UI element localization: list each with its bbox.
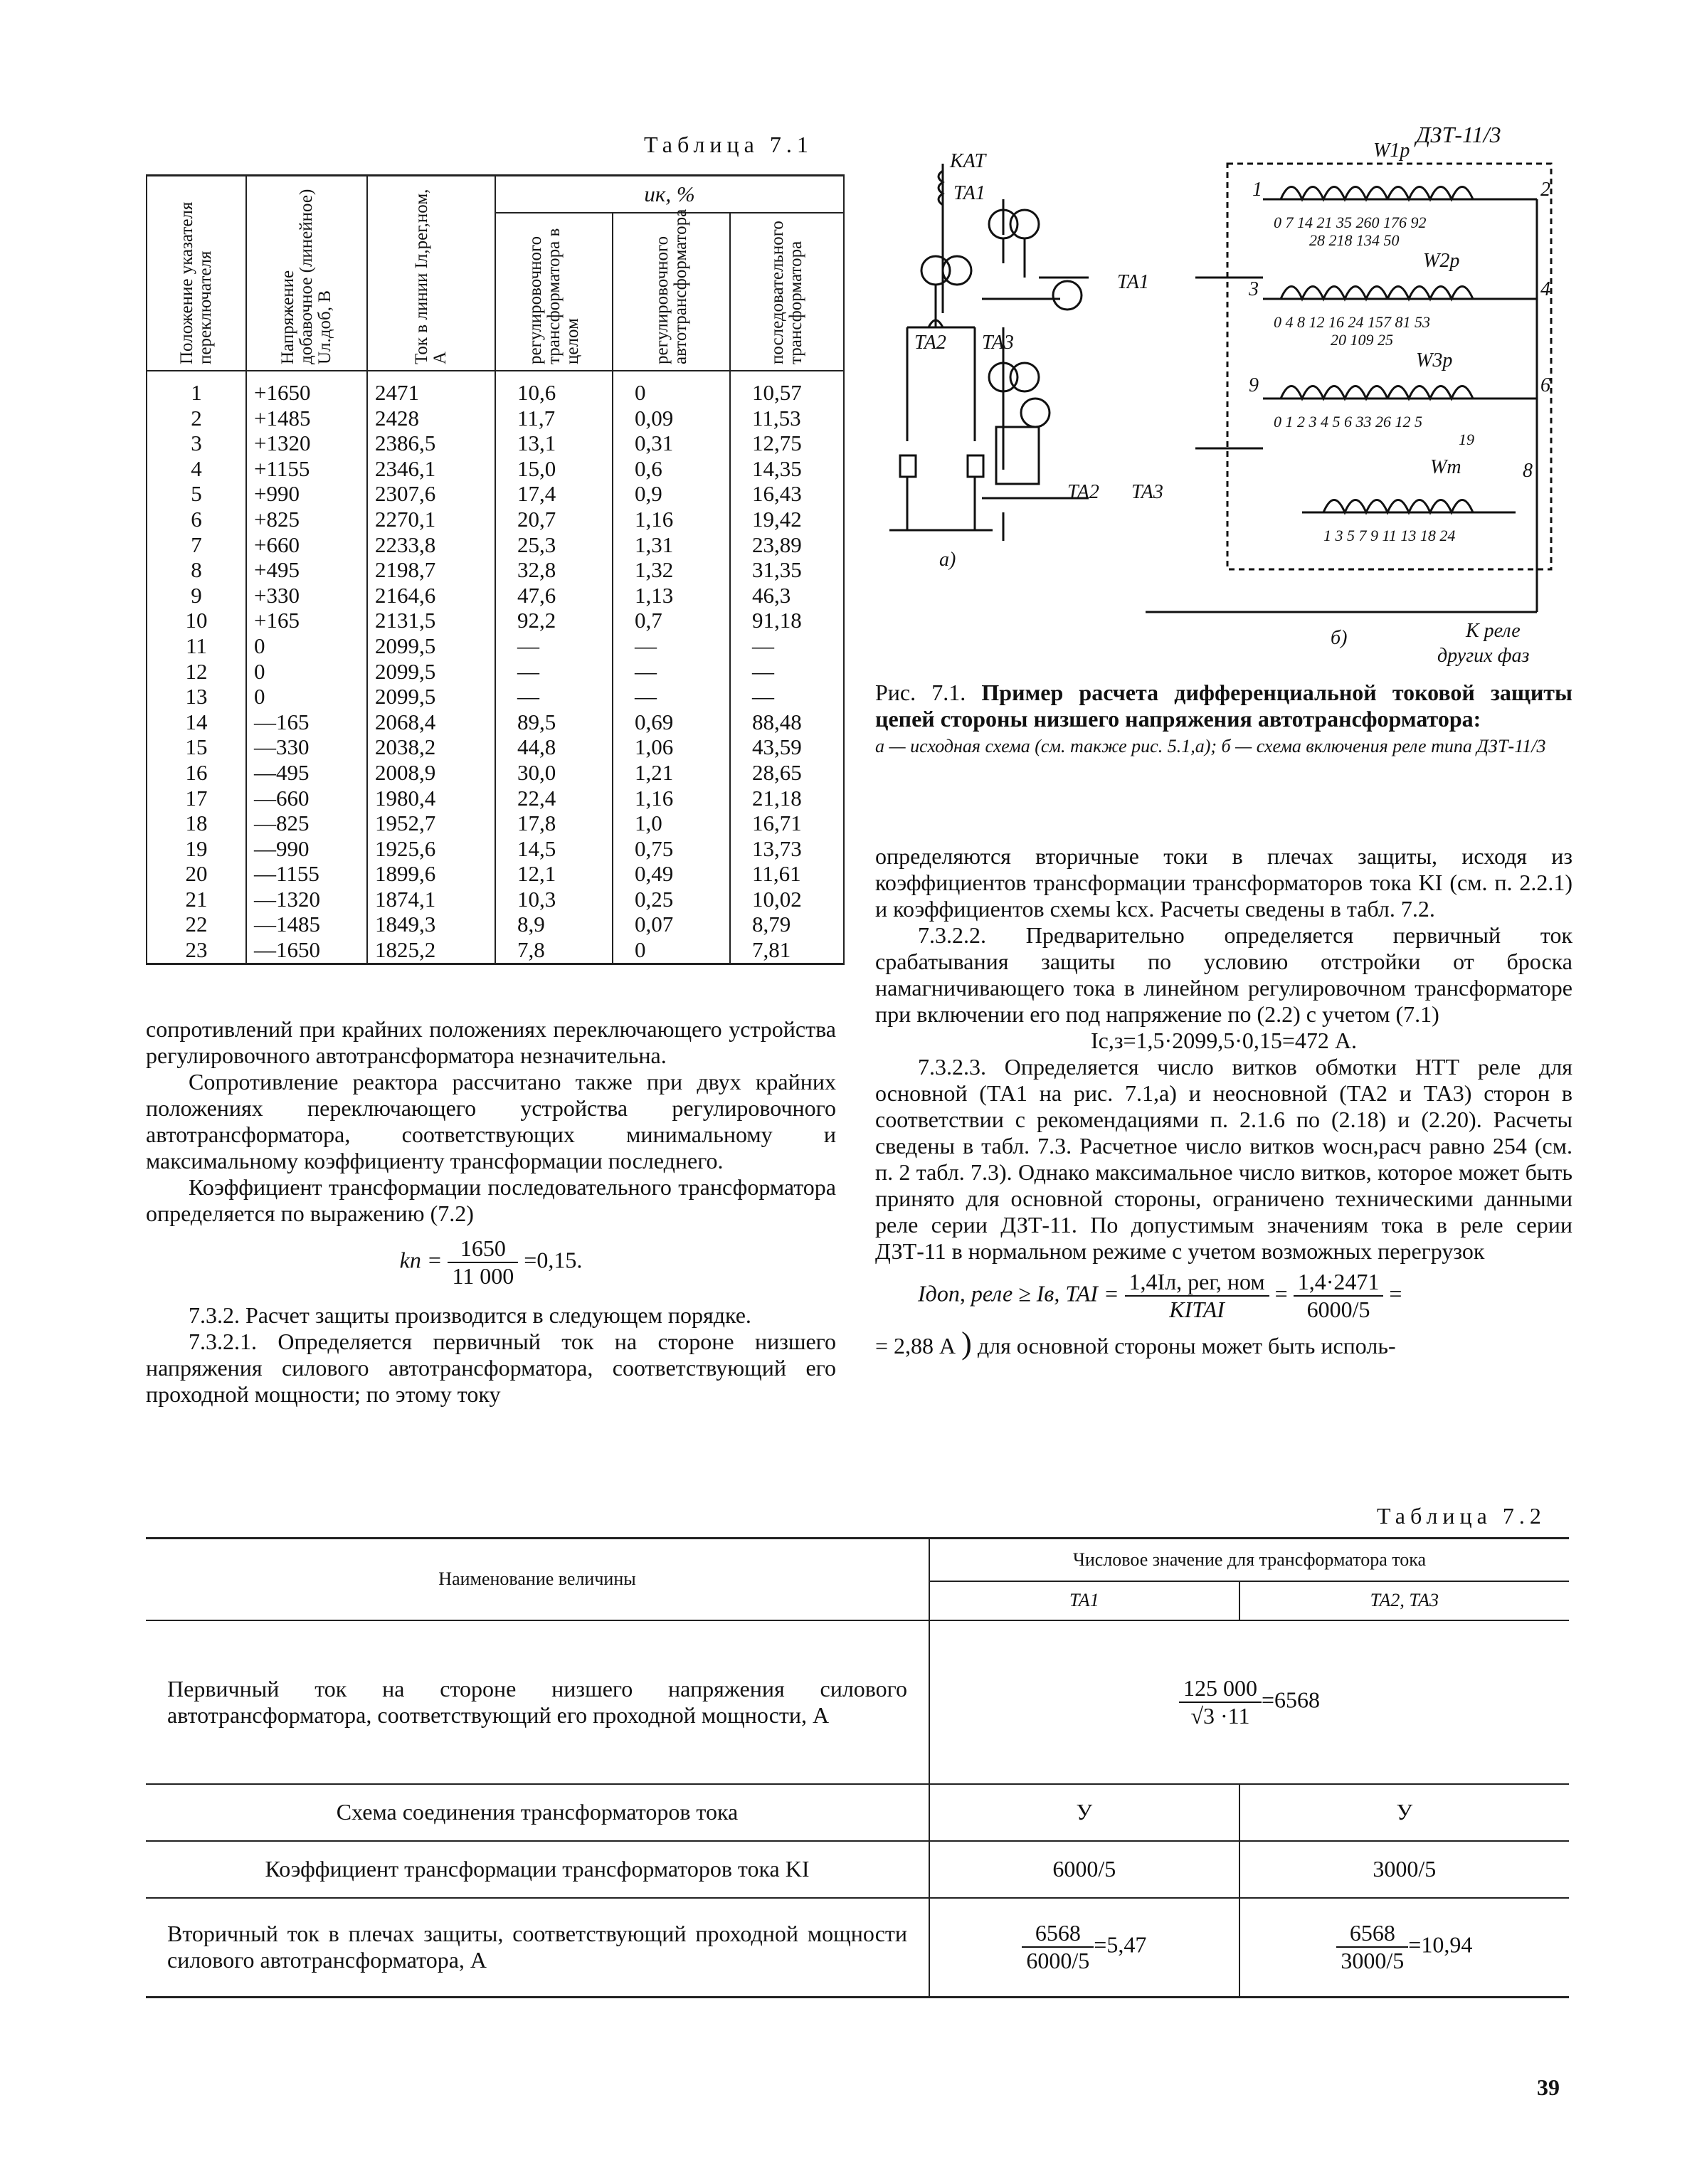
svg-text:ТА1: ТА1	[1117, 271, 1149, 293]
table-cell: 1,06	[613, 734, 730, 760]
table-cell: —	[730, 659, 844, 685]
table-cell: 0,7	[613, 608, 730, 633]
svg-text:ТА2: ТА2	[914, 332, 946, 354]
svg-text:ТА1: ТА1	[953, 182, 985, 204]
table-cell: 2	[147, 406, 246, 431]
table-cell: 91,18	[730, 608, 844, 633]
table-cell: 88,48	[730, 709, 844, 735]
table-row	[147, 937, 844, 964]
left-paragraph: Коэффициент трансформации последовательного трансформатора определяется по выражению (7.2)	[146, 1174, 836, 1226]
winding-w1p	[1281, 187, 1387, 200]
table-cell: +990	[246, 481, 367, 507]
table-cell: 0,25	[613, 887, 730, 912]
winding-wt	[1323, 500, 1473, 513]
table-cell: 12,1	[495, 861, 613, 887]
figure-7-1	[875, 114, 1572, 683]
table-cell: 2307,6	[367, 481, 495, 507]
table-cell: 0,49	[613, 861, 730, 887]
table71-caption: Таблица 7.1	[644, 132, 813, 157]
table-cell: 10,3	[495, 887, 613, 912]
table-cell: 89,5	[495, 709, 613, 735]
table-cell: 25,3	[495, 532, 613, 558]
table-cell: —990	[246, 836, 367, 862]
table-row	[147, 431, 844, 456]
table-cell: —	[495, 684, 613, 709]
table-cell: —825	[246, 811, 367, 836]
table-cell: 0,07	[613, 912, 730, 937]
table-cell: 10,02	[730, 887, 844, 912]
table-cell: —1650	[246, 937, 367, 964]
svg-text:2: 2	[1540, 179, 1550, 201]
table-row	[147, 456, 844, 482]
svg-text:28 218 134 50: 28 218 134 50	[1309, 231, 1400, 249]
table-cell: 1825,2	[367, 937, 495, 964]
table-cell: 11,7	[495, 406, 613, 431]
table-cell: 23,89	[730, 532, 844, 558]
table-cell: 0	[613, 371, 730, 406]
table-cell: 17,4	[495, 481, 613, 507]
svg-text:0 7 14 21 35 260 176 92: 0 7 14 21 35 260 176 92	[1274, 213, 1427, 231]
table-cell: +165	[246, 608, 367, 633]
table-cell: 11	[147, 633, 246, 659]
table-cell: 1899,6	[367, 861, 495, 887]
table-cell: 17,8	[495, 811, 613, 836]
table-row	[147, 734, 844, 760]
table72-header-value: Числовое значение для трансформатора тока	[929, 1539, 1569, 1581]
table-cell: 16,43	[730, 481, 844, 507]
table-cell: 2270,1	[367, 507, 495, 532]
table-row	[147, 786, 844, 811]
table-row	[147, 371, 844, 406]
table71-header: регулировочного автотрансформатора	[613, 213, 730, 371]
table-cell: 1874,1	[367, 887, 495, 912]
svg-text:а): а)	[939, 549, 956, 571]
table-cell: —	[730, 633, 844, 659]
table-cell: +495	[246, 557, 367, 583]
table-cell: +1155	[246, 456, 367, 482]
formula-idop: Iдоп, реле ≥ Iв, TAI = $\frac{\text{1,4Iл, рег, ном}}{\text{KITAI}}$ = $\frac{1,4\cdot 2471}{6000/5}$ =	[918, 1269, 1402, 1322]
table-cell: 2038,2	[367, 734, 495, 760]
table-cell: 1,21	[613, 760, 730, 786]
table-cell: 22	[147, 912, 246, 937]
table-cell: 9	[147, 583, 246, 608]
table-cell: 30,0	[495, 760, 613, 786]
table-cell: 1,16	[613, 786, 730, 811]
table-cell: 10,57	[730, 371, 844, 406]
table-cell: —	[613, 684, 730, 709]
table-cell: +330	[246, 583, 367, 608]
table-row	[147, 861, 844, 887]
table-row: Коэффициент трансформации трансформаторов тока KI 6000/5 3000/5	[146, 1841, 1569, 1898]
table72-header-name: Наименование величины	[146, 1539, 929, 1620]
table71-header: Положение указателя переключателя	[147, 176, 246, 371]
table-cell: 10,6	[495, 371, 613, 406]
table-row: Схема соединения трансформаторов тока У У	[146, 1784, 1569, 1841]
left-paragraph: 7.3.2.1. Определяется первичный ток на стороне низшего напряжения силового автотрансформатора, соответствующий его проходной мощности; по этому току	[146, 1329, 836, 1407]
table-cell: 31,35	[730, 557, 844, 583]
svg-text:1 3 5 7 9 11 13 18 24: 1 3 5 7 9 11 13 18 24	[1323, 527, 1456, 544]
table-cell: 1,13	[613, 583, 730, 608]
table71	[146, 174, 836, 965]
table-cell: —660	[246, 786, 367, 811]
svg-text:19: 19	[1459, 431, 1474, 448]
table-cell: 8,79	[730, 912, 844, 937]
svg-text:ТА3: ТА3	[1131, 481, 1163, 503]
formula-kp: kп = $\frac{1650}{11 000}$ =0,15.	[399, 1235, 583, 1289]
table-cell: 12	[147, 659, 246, 685]
svg-text:3: 3	[1249, 278, 1259, 300]
right-paragraph: 7.3.2.3. Определяется число витков обмотки НТТ реле для основной (ТА1 на рис. 7.1,а) и неосновной (ТА2 и ТА3) сторон в соответствии с рекомендациями п. 2.1.6 по (2.18) и (2.20). Расчеты сведены в табл. 7.3. Расчетное число витков wосн,расч равно 254 (см. п. 2 табл. 7.3). Однако максимальное число витков, которое может быть принято для основной стороны, ограничено техническими данными реле серии ДЗТ-11. По допустимым значениям тока в реле серии ДЗТ-11 в нормальном режиме с учетом возможных перегрузок	[875, 1054, 1572, 1264]
table-cell: 21,18	[730, 786, 844, 811]
table-cell: 44,8	[495, 734, 613, 760]
table-row	[147, 481, 844, 507]
table-cell: 8	[147, 557, 246, 583]
table-cell: —	[613, 633, 730, 659]
table72-header-ta23: ТА2, ТА3	[1239, 1581, 1569, 1620]
table-cell: 10	[147, 608, 246, 633]
table-cell: 16	[147, 760, 246, 786]
table-cell: 21	[147, 887, 246, 912]
table-cell: +660	[246, 532, 367, 558]
table-cell: 8,9	[495, 912, 613, 937]
svg-text:б): б)	[1331, 627, 1348, 649]
table71-uk-header: uк, %	[495, 176, 844, 213]
table-cell: 2131,5	[367, 608, 495, 633]
winding-w3p	[1281, 386, 1387, 399]
table-cell: 19	[147, 836, 246, 862]
svg-text:8: 8	[1523, 460, 1533, 482]
table-cell: —	[613, 659, 730, 685]
table-cell: —	[495, 659, 613, 685]
table72-caption: Таблица 7.2	[1377, 1503, 1546, 1529]
table-cell: —1485	[246, 912, 367, 937]
table-cell: 3	[147, 431, 246, 456]
figure-title: ДЗТ-11/3	[1416, 122, 1501, 147]
equation-icz: Iс,з=1,5·2099,5·0,15=472 А.	[1090, 1028, 1357, 1053]
table-cell: 46,3	[730, 583, 844, 608]
table-cell: 13,73	[730, 836, 844, 862]
table-cell: +1320	[246, 431, 367, 456]
table71-header: регулировочного трансформатора в целом	[495, 213, 613, 371]
svg-text:Wт: Wт	[1430, 456, 1461, 478]
table-cell: 47,6	[495, 583, 613, 608]
table-cell: —	[730, 684, 844, 709]
table-cell: 2099,5	[367, 659, 495, 685]
table-row	[147, 760, 844, 786]
table-cell: 4	[147, 456, 246, 482]
table71-header: последовательного трансформатора	[730, 213, 844, 371]
table-cell: 11,61	[730, 861, 844, 887]
right-paragraph: 7.3.2.2. Предварительно определяется первичный ток срабатывания защиты по условию отстройки от броска намагничивающего тока в линейном регулировочном трансформаторе при включении его под напряжение по (2.2) с учетом (7.1)	[875, 922, 1572, 1027]
table-cell: 1,32	[613, 557, 730, 583]
table-cell: 0	[246, 633, 367, 659]
table-cell: 17	[147, 786, 246, 811]
table-cell: 0	[246, 659, 367, 685]
right-paragraph: определяются вторичные токи в плечах защиты, исходя из коэффициентов трансформации трансформаторов тока KI (см. п. 2.2.1) и коэффициентов схемы kсх. Расчеты сведены в табл. 7.2.	[875, 843, 1572, 922]
svg-text:W3р: W3р	[1416, 349, 1453, 371]
table-cell: 2008,9	[367, 760, 495, 786]
table-cell: 43,59	[730, 734, 844, 760]
svg-text:ТА2: ТА2	[1067, 481, 1099, 503]
table-cell: +825	[246, 507, 367, 532]
table-row	[147, 811, 844, 836]
table-cell: 14,5	[495, 836, 613, 862]
table-cell: —330	[246, 734, 367, 760]
table-row	[147, 507, 844, 532]
table-cell: 19,42	[730, 507, 844, 532]
table-cell: —1320	[246, 887, 367, 912]
table-cell: 23	[147, 937, 246, 964]
svg-text:1: 1	[1252, 179, 1262, 201]
table-cell: 0,6	[613, 456, 730, 482]
svg-text:9: 9	[1249, 374, 1259, 396]
table-cell: 2386,5	[367, 431, 495, 456]
left-paragraph: Сопротивление реактора рассчитано также при двух крайних положениях переключающего устройства регулировочного автотрансформатора, соответствующих минимальному и максимальному коэффициенту трансформации последнего.	[146, 1069, 836, 1173]
svg-text:W1р: W1р	[1373, 139, 1410, 162]
table-cell: 18	[147, 811, 246, 836]
table-cell: 1	[147, 371, 246, 406]
table-cell: 15,0	[495, 456, 613, 482]
table-row: Первичный ток на стороне низшего напряжения силового автотрансформатора, соответствующий его проходной мощности, А $\frac{125 000}{√3 \cdot 11}$ =6568	[146, 1620, 1569, 1784]
table72-header-ta1: ТА1	[929, 1581, 1239, 1620]
table-cell: 1,0	[613, 811, 730, 836]
table-cell: 0,69	[613, 709, 730, 735]
table-cell: 13,1	[495, 431, 613, 456]
table-cell: 2099,5	[367, 684, 495, 709]
svg-text:20 109 25: 20 109 25	[1331, 331, 1393, 349]
svg-text:других фаз: других фаз	[1437, 645, 1530, 667]
table-cell: 11,53	[730, 406, 844, 431]
table72	[146, 1537, 1569, 1998]
svg-text:6: 6	[1540, 374, 1550, 396]
table-cell: 20,7	[495, 507, 613, 532]
table-row	[147, 709, 844, 735]
table-row	[147, 836, 844, 862]
table-cell: 32,8	[495, 557, 613, 583]
table-cell: —	[495, 633, 613, 659]
table-cell: 15	[147, 734, 246, 760]
table-cell: +1650	[246, 371, 367, 406]
table-cell: 0	[613, 937, 730, 964]
table-cell: 0,9	[613, 481, 730, 507]
svg-text:ТА3: ТА3	[982, 332, 1014, 354]
table71-header: Ток в линии Iл,рег,ном, А	[367, 176, 495, 371]
table-row	[147, 887, 844, 912]
table-cell: 0,31	[613, 431, 730, 456]
winding-w2p	[1281, 287, 1387, 300]
table-cell: 2233,8	[367, 532, 495, 558]
svg-text:W2р: W2р	[1423, 250, 1460, 272]
table-cell: 7,81	[730, 937, 844, 964]
table-cell: 6	[147, 507, 246, 532]
svg-text:К реле: К реле	[1466, 620, 1521, 642]
svg-text:КАТ: КАТ	[950, 150, 986, 172]
table-cell: 14,35	[730, 456, 844, 482]
right-paragraph: = 2,88 А ) для основной стороны может быть исполь-	[875, 1326, 1396, 1361]
table-cell: 1980,4	[367, 786, 495, 811]
table-cell: 16,71	[730, 811, 844, 836]
table-row	[147, 912, 844, 937]
table-row	[147, 633, 844, 659]
table-cell: 0	[246, 684, 367, 709]
table-row	[147, 684, 844, 709]
table-cell: —165	[246, 709, 367, 735]
table-cell: —495	[246, 760, 367, 786]
figure-caption: Рис. 7.1. Пример расчета дифференциальной токовой защиты цепей стороны низшего напряжения автотрансформатора: а — исходная схема (см. также рис. 5.1,а); б — схема включения реле типа ДЗТ-11/3	[875, 680, 1572, 756]
table-cell: 1925,6	[367, 836, 495, 862]
table-cell: 28,65	[730, 760, 844, 786]
svg-text:4: 4	[1540, 278, 1550, 300]
table-cell: 12,75	[730, 431, 844, 456]
table-cell: 1,31	[613, 532, 730, 558]
table-cell: 7,8	[495, 937, 613, 964]
table-cell: 0,09	[613, 406, 730, 431]
table-cell: 2068,4	[367, 709, 495, 735]
table-cell: 1952,7	[367, 811, 495, 836]
table-cell: 20	[147, 861, 246, 887]
table-cell: 92,2	[495, 608, 613, 633]
table-cell: 2164,6	[367, 583, 495, 608]
table-cell: 2346,1	[367, 456, 495, 482]
table-row	[147, 659, 844, 685]
table-cell: 0,75	[613, 836, 730, 862]
table-cell: 7	[147, 532, 246, 558]
table-cell: 2471	[367, 371, 495, 406]
table71-header: Напряжение добавочное (линейное) Uл.доб, В	[246, 176, 367, 371]
table-cell: 2198,7	[367, 557, 495, 583]
table-cell: —1155	[246, 861, 367, 887]
table-row	[147, 583, 844, 608]
table-row	[147, 406, 844, 431]
table-row: Вторичный ток в плечах защиты, соответствующий проходной мощности силового автотрансформатора, А $\frac{6568}{6000/5}$ =5,47 $\frac{6568}{3000/5}$ =10,94	[146, 1898, 1569, 1998]
table-cell: 22,4	[495, 786, 613, 811]
table-cell: 5	[147, 481, 246, 507]
table-cell: 1849,3	[367, 912, 495, 937]
svg-text:0 1 2 3 4 5 6 33 26 12 5: 0 1 2 3 4 5 6 33 26 12 5	[1274, 413, 1422, 431]
left-paragraph: 7.3.2. Расчет защиты производится в следующем порядке.	[189, 1302, 751, 1328]
svg-text:0 4 8 12 16 24 157 81 53: 0 4 8 12 16 24 157 81 53	[1274, 313, 1430, 331]
page-number: 39	[1537, 2074, 1560, 2100]
left-paragraph: сопротивлений при крайних положениях переключающего устройства регулировочного автотрансформатора незначительна.	[146, 1016, 836, 1068]
table-row	[147, 608, 844, 633]
table-cell: 1,16	[613, 507, 730, 532]
table-cell: 13	[147, 684, 246, 709]
table-cell: +1485	[246, 406, 367, 431]
table-cell: 2428	[367, 406, 495, 431]
table-row	[147, 532, 844, 558]
table-cell: 2099,5	[367, 633, 495, 659]
table-cell: 14	[147, 709, 246, 735]
table-row	[147, 557, 844, 583]
